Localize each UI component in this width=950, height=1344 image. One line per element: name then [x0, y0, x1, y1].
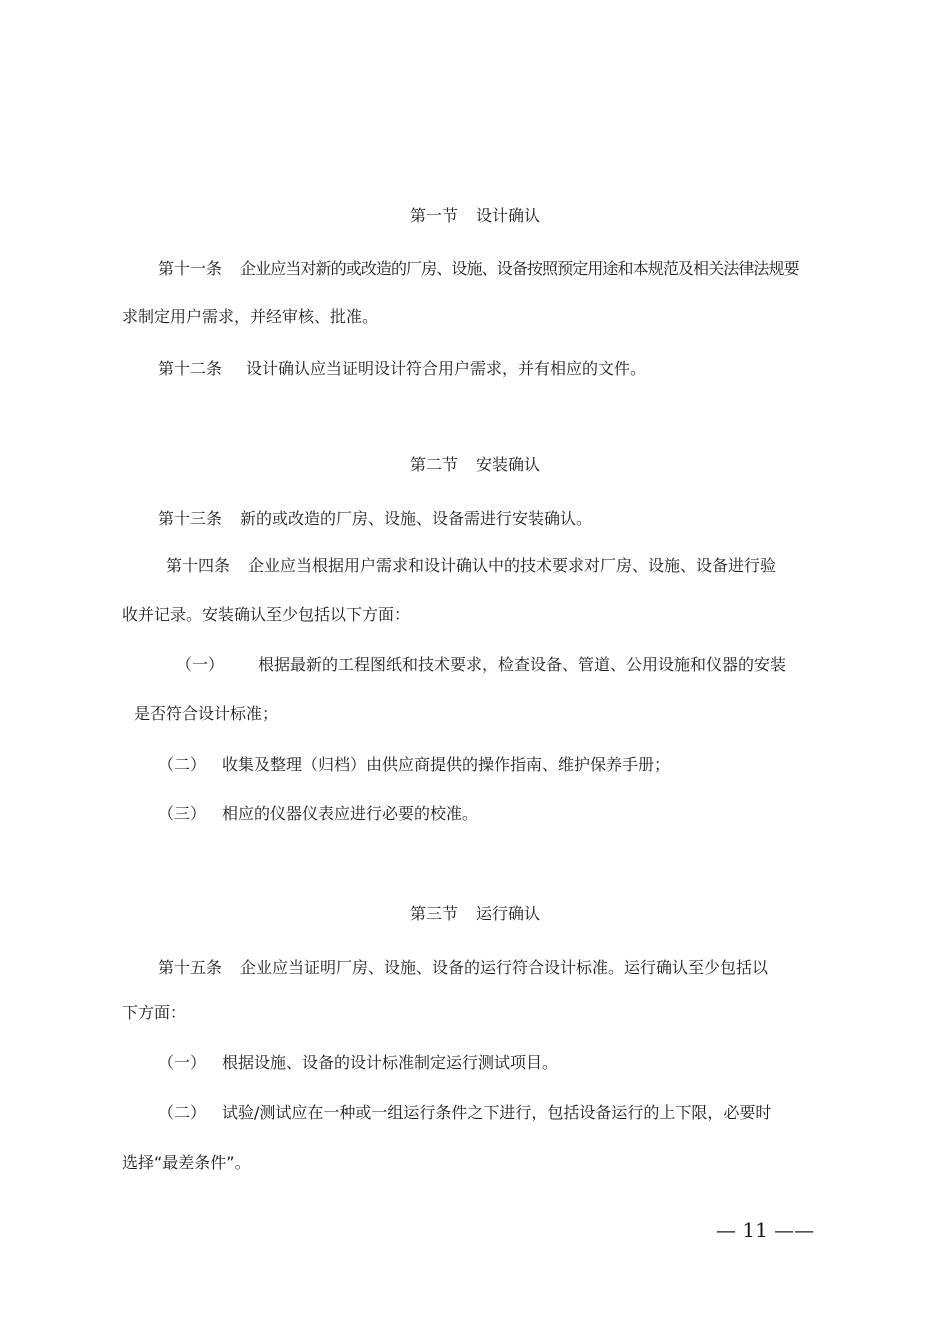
article-15-line-2: 下方面： [122, 1003, 187, 1022]
section-number: 第三节 [409, 904, 458, 923]
article-15-item-1 [158, 1053, 558, 1073]
article-14-item-1-line-1 [176, 655, 786, 675]
article-11-line-1 [158, 259, 799, 279]
article-label: 第十一条 [158, 259, 223, 278]
item-text: 试验/测试应在一种或一组运行条件之下进行，包括设备运行的上下限，必要时 [222, 1103, 772, 1122]
item-text: 根据最新的工程图纸和技术要求，检查设备、管道、公用设施和仪器的安装 [258, 655, 787, 674]
item-label: （三） [158, 804, 207, 823]
article-label: 第十三条 [158, 509, 223, 528]
article-text: 新的或改造的厂房、设施、设备需进行安装确认。 [240, 509, 593, 528]
article-14-item-2 [158, 755, 670, 775]
article-label: 第十五条 [158, 958, 223, 977]
article-text: 企业应当根据用户需求和设计确认中的技术要求对厂房、设施、设备进行验 [248, 556, 777, 575]
item-label: （一） [176, 655, 225, 674]
article-11-line-2: 求制定用户需求，并经审核、批准。 [122, 307, 379, 326]
article-13 [158, 509, 592, 529]
section-title: 运行确认 [476, 904, 541, 923]
section-title: 设计确认 [476, 206, 541, 225]
article-15-item-2-line-1 [158, 1103, 771, 1123]
section-number: 第一节 [409, 206, 458, 225]
article-label: 第十四条 [166, 556, 231, 575]
item-text: 相应的仪器仪表应进行必要的校准。 [222, 804, 479, 823]
section-number: 第二节 [409, 455, 458, 474]
article-15-line-1 [158, 958, 768, 978]
section-heading-1 [0, 206, 950, 226]
section-heading-3 [0, 904, 950, 924]
article-14-line-1 [166, 556, 776, 576]
article-15-item-2-line-2: 选择“最差条件”。 [122, 1153, 251, 1172]
item-label: （一） [158, 1053, 207, 1072]
section-title: 安装确认 [476, 455, 541, 474]
article-label: 第十二条 [158, 359, 223, 378]
article-text: 设计确认应当证明设计符合用户需求，并有相应的文件。 [246, 359, 647, 378]
page-number: — 11 —— [716, 1218, 815, 1242]
item-text: 收集及整理（归档）由供应商提供的操作指南、维护保养手册； [222, 755, 671, 774]
item-text: 根据设施、设备的设计标准制定运行测试项目。 [222, 1053, 559, 1072]
item-label: （二） [158, 1103, 207, 1122]
section-heading-2 [0, 455, 950, 475]
article-text: 企业应当证明厂房、设施、设备的运行符合设计标准。运行确认至少包括以 [240, 958, 769, 977]
article-text: 企业应当对新的或改造的厂房、设施、设备按照预定用途和本规范及相关法律法规要 [240, 259, 799, 278]
article-14-item-3 [158, 804, 478, 824]
item-label: （二） [158, 755, 207, 774]
article-14-item-1-line-2: 是否符合设计标准； [134, 704, 279, 723]
article-12 [158, 359, 646, 379]
article-14-line-2: 收并记录。安装确认至少包括以下方面： [122, 605, 411, 624]
